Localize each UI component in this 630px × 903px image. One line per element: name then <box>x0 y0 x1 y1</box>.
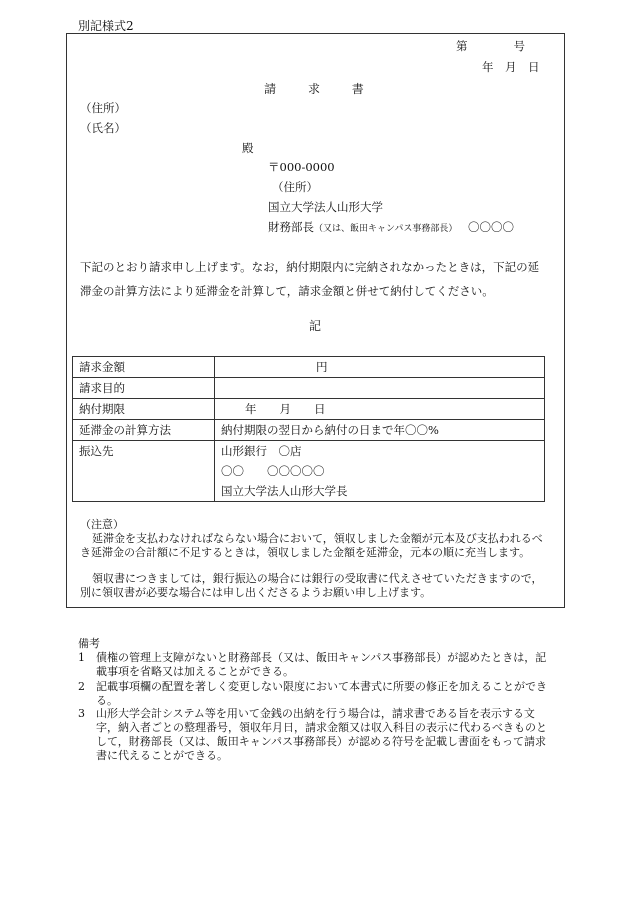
sender-title <box>268 219 457 235</box>
invoice-table <box>72 356 545 502</box>
addressee-address-label: （住所） <box>80 101 126 115</box>
notes-paragraph-2: 領収書につきましては，銀行振込の場合には銀行の受取書に代えさせていただきますので，別に領収書が必要な場合には申し出くださるようお願い申し上げます。 <box>80 572 543 599</box>
row-value <box>215 441 545 502</box>
table-row <box>73 420 545 441</box>
remarks-heading: 備考 <box>78 637 100 650</box>
notes-paragraph-1: 延滞金を支払わなければならない場合において，領収しました金額が元本及び支払われるべき延滞金の合計額に不足するときは，領収しました金額を延滞金，元本の順に充当します。 <box>80 532 543 559</box>
row-label: 請求金額 <box>73 357 215 378</box>
table-row <box>73 378 545 399</box>
addressee-name-label: （氏名） <box>80 121 126 135</box>
intro-line-2: 滞金の計算方法により延滞金を計算して，請求金額と併せて納付してください。 <box>80 284 494 298</box>
row-label: 請求目的 <box>73 378 215 399</box>
row-label: 納付期限 <box>73 399 215 420</box>
table-row <box>73 357 545 378</box>
sender-postal-code: 〒000-0000 <box>268 160 335 174</box>
sender-title-main: 財務部長 <box>268 220 314 234</box>
account-number: 〇〇 〇〇〇〇〇 <box>221 464 325 478</box>
table-row <box>73 441 545 502</box>
table-row <box>73 399 545 420</box>
intro-paragraph <box>80 255 550 303</box>
row-value: 年 月 日 <box>215 399 545 420</box>
sender-address-label: （住所） <box>272 180 318 194</box>
sender-name: 〇〇〇〇 <box>468 220 514 234</box>
row-label: 振込先 <box>73 441 215 502</box>
document-date: 年 月 日 <box>482 60 540 74</box>
ki-heading: 記 <box>308 319 321 333</box>
account-holder: 国立大学法人山形大学長 <box>221 484 348 498</box>
row-value: 納付期限の翌日から納付の日まで年〇〇% <box>215 420 545 441</box>
addressee-honorific: 殿 <box>242 141 254 155</box>
intro-line-1: 下記のとおり請求申し上げます。なお，納付期限内に完納されなかったときは，下記の延 <box>80 260 540 274</box>
row-value: 円 <box>215 357 545 378</box>
bank-name: 山形銀行 〇店 <box>221 444 302 458</box>
document-number: 第 号 <box>456 39 525 53</box>
sender-organization: 国立大学法人山形大学 <box>268 200 383 214</box>
remarks-item-2: 2 記載事項欄の配置を著しく変更しない限度において本書式に所要の修正を加えることができる。 <box>78 680 547 707</box>
remarks-item-3: 3 山形大学会計システム等を用いて金銭の出納を行う場合は，請求書である旨を表示する文字，納入者ごとの整理番号，領収年月日，請求金額又は収入科目の表示に代わるべきものとして，財務部長（又は、飯田キャンパス事務部長）が認める符号を記載し書面をもって請求書に代えることができる。 <box>78 707 547 762</box>
notes-heading: （注意） <box>80 518 124 531</box>
row-value <box>215 378 545 399</box>
remarks-item-1: 1 債権の管理上支障がないと財務部長（又は、飯田キャンパス事務部長）が認めたときは，記載事項を省略又は加えることができる。 <box>78 651 547 678</box>
sender-title-sub: （又は、飯田キャンパス事務部長） <box>314 224 458 234</box>
row-label: 延滞金の計算方法 <box>73 420 215 441</box>
form-label: 別記様式2 <box>78 19 134 33</box>
document-title: 請 求 書 <box>264 82 378 96</box>
